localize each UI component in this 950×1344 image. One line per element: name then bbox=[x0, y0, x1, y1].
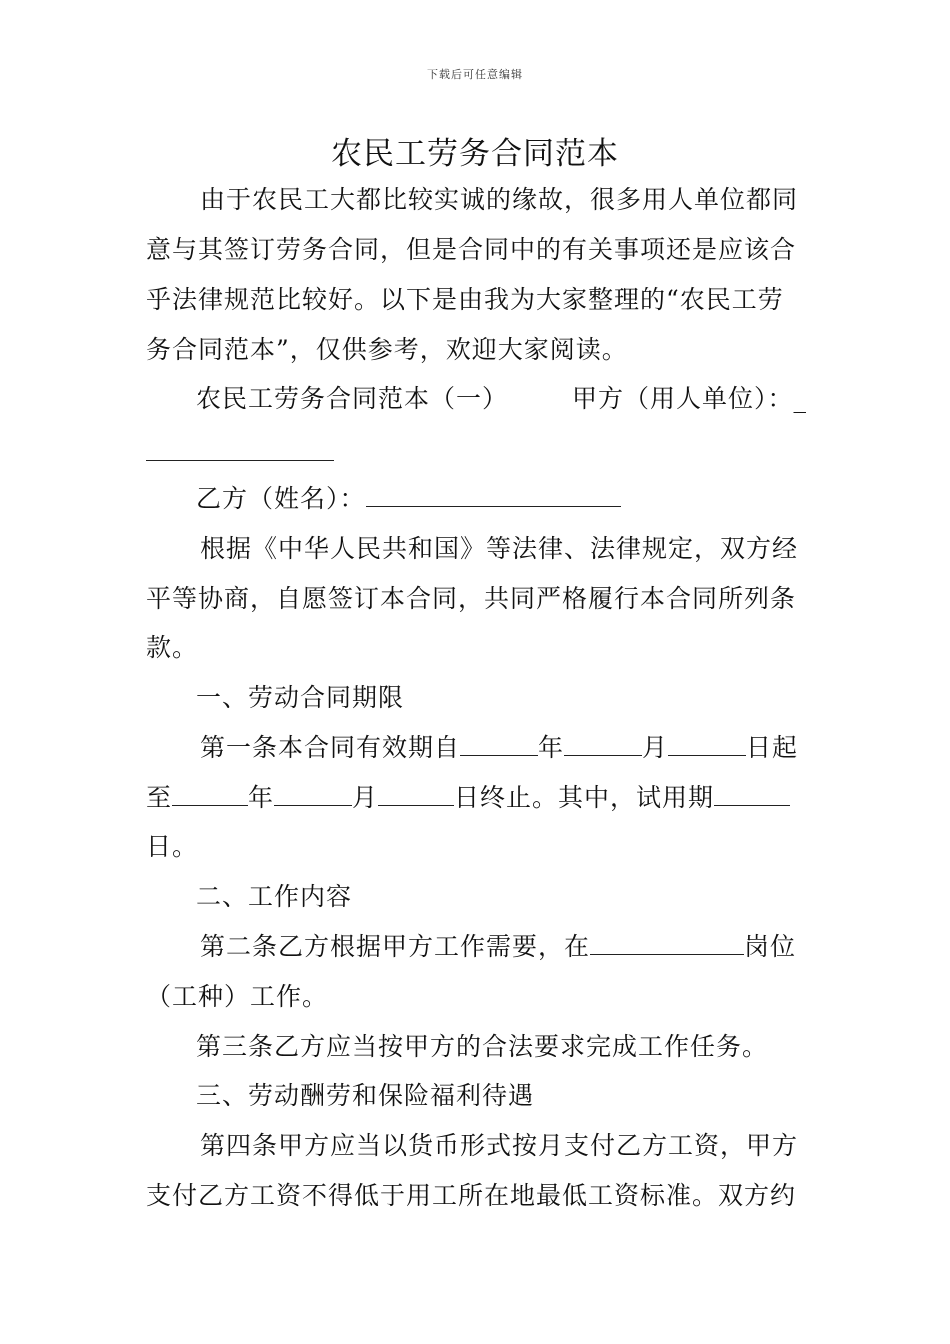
end-day-blank bbox=[378, 785, 454, 806]
end-month-blank bbox=[274, 785, 352, 806]
party-b-line bbox=[146, 482, 810, 516]
preamble-line-1: 根据《中华人民共和国》等法律、法律规定，双方经 bbox=[200, 534, 799, 563]
end-year-label: 年 bbox=[248, 783, 275, 812]
party-a-label: 甲方（用人单位）：_ bbox=[572, 384, 808, 413]
probation-blank bbox=[714, 785, 790, 806]
section-2-heading: 二、工作内容 bbox=[196, 882, 353, 911]
intro-line-3: 乎法律规范比较好。以下是由我为大家整理的“农民工劳 bbox=[146, 285, 784, 314]
article-2-line-2: （工种）工作。 bbox=[146, 982, 329, 1011]
intro-line-2: 意与其签订劳务合同，但是合同中的有关事项还是应该合 bbox=[146, 235, 797, 264]
party-b-blank bbox=[366, 486, 621, 507]
article-1-line-3: 日。 bbox=[146, 832, 199, 861]
section-3-heading: 三、劳动酬劳和保险福利待遇 bbox=[196, 1081, 535, 1110]
header-note: 下载后可任意编辑 bbox=[427, 68, 523, 81]
party-b-label: 乙方（姓名）： bbox=[196, 484, 366, 513]
preamble-line-3: 款。 bbox=[146, 633, 199, 662]
preamble-line-2: 平等协商，自愿签订本合同，共同严格履行本合同所列条 bbox=[146, 584, 797, 613]
article-2-text: 第二条乙方根据甲方工作需要，在 bbox=[200, 932, 591, 961]
day-to-label: 日终止。其中，试用期 bbox=[454, 783, 715, 812]
article-2-line-1 bbox=[146, 930, 810, 964]
to-label: 至 bbox=[146, 783, 173, 812]
end-month-label: 月 bbox=[352, 783, 379, 812]
start-day-blank bbox=[668, 735, 746, 756]
post-label: 岗位 bbox=[744, 932, 797, 961]
article-4-line-2: 支付乙方工资不得低于用工所在地最低工资标准。双方约 bbox=[146, 1181, 797, 1210]
intro-line-1: 由于农民工大都比较实诚的缘故，很多用人单位都同 bbox=[200, 185, 799, 214]
intro-line-4: 务合同范本”，仅供参考，欢迎大家阅读。 bbox=[146, 335, 628, 364]
month-label: 月 bbox=[642, 733, 669, 762]
article-1-line-1 bbox=[146, 731, 810, 765]
start-year-blank bbox=[460, 735, 538, 756]
end-year-blank bbox=[172, 785, 248, 806]
post-blank bbox=[590, 934, 744, 955]
contract-heading-line bbox=[146, 382, 810, 416]
document-title: 农民工劳务合同范本 bbox=[331, 136, 619, 172]
section-1-heading: 一、劳动合同期限 bbox=[196, 683, 405, 712]
day-from-label: 日起 bbox=[746, 733, 799, 762]
article-1-text: 第一条本合同有效期自 bbox=[200, 733, 461, 762]
article-4-line-1: 第四条甲方应当以货币形式按月支付乙方工资，甲方 bbox=[200, 1131, 799, 1160]
party-a-blank bbox=[146, 460, 334, 461]
article-1-line-2 bbox=[146, 781, 810, 815]
article-3-line: 第三条乙方应当按甲方的合法要求完成工作任务。 bbox=[196, 1032, 769, 1061]
contract-heading: 农民工劳务合同范本（一） bbox=[196, 384, 509, 413]
year-label: 年 bbox=[538, 733, 565, 762]
start-month-blank bbox=[564, 735, 642, 756]
